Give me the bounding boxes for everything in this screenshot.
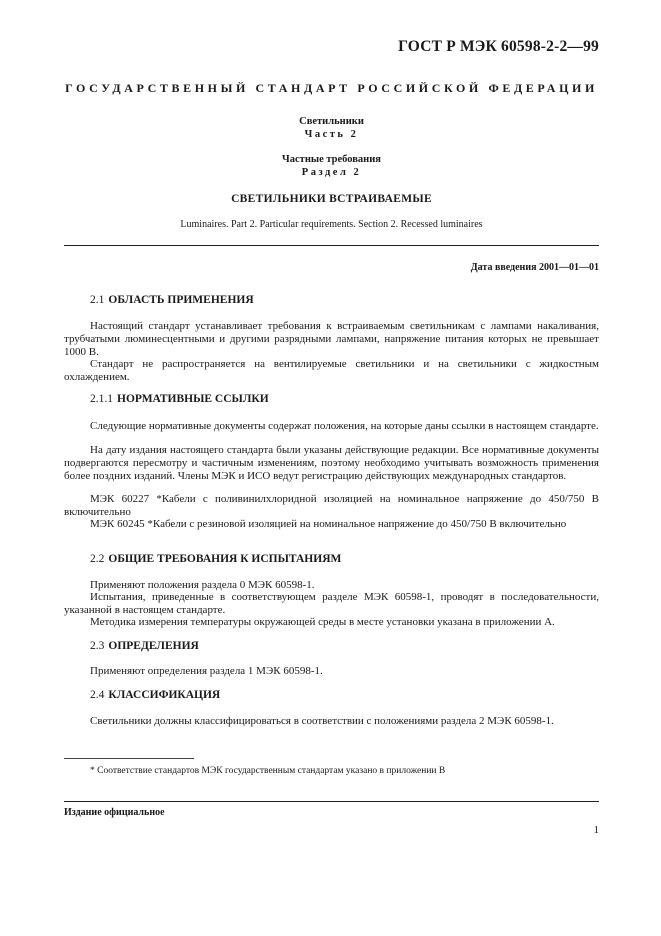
heading-text: ОБЩИЕ ТРЕБОВАНИЯ К ИСПЫТАНИЯМ bbox=[108, 553, 342, 565]
paragraph: Настоящий стандарт устанавливает требования к встраиваемым светильникам с лампами накаливания, трубчатыми люминесцентными и другими разрядными лампами, напряжение питания которых не превышает 1000 В. bbox=[64, 320, 599, 358]
paragraph: МЭК 60227 *Кабели с поливинилхлоридной изоляцией на номинальное напряжение до 450/750 В включительно bbox=[64, 493, 599, 518]
heading-number: 2.4 bbox=[90, 689, 105, 701]
main-title: СВЕТИЛЬНИКИ ВСТРАИВАЕМЫЕ bbox=[231, 193, 432, 205]
paragraph: МЭК 60245 *Кабели с резиновой изоляцией на номинальное напряжение до 450/750 В включительно bbox=[90, 518, 567, 530]
heading-2-1-1 bbox=[90, 393, 269, 405]
paragraph: Светильники должны классифицироваться в соответствии с положениями раздела 2 МЭК 60598-1. bbox=[90, 715, 554, 727]
paragraph: Испытания, приведенные в соответствующем разделе МЭК 60598-1, проводят в последовательности, указанной в настоящем стандарте. bbox=[64, 591, 599, 616]
document-code: ГОСТ Р МЭК 60598-2-2—99 bbox=[398, 38, 599, 55]
heading-text: ОБЛАСТЬ ПРИМЕНЕНИЯ bbox=[108, 294, 254, 306]
paragraph: Следующие нормативные документы содержат положения, на которые даны ссылки в настоящем стандарте. bbox=[90, 420, 599, 432]
paragraph: На дату издания настоящего стандарта были указаны действующие редакции. Все нормативные документы подвергаются пересмотру и частичным изменениям, поэтому необходимо учитывать возможность применения более поздних изданий. Члены МЭК и ИСО ведут регистрацию действующих международных стандартов. bbox=[64, 444, 599, 482]
heading-text: КЛАССИФИКАЦИЯ bbox=[108, 689, 221, 701]
title-part: Часть 2 bbox=[304, 129, 359, 140]
heading-2-1 bbox=[90, 294, 254, 306]
official-edition-label: Издание официальное bbox=[64, 807, 165, 818]
paragraph: Стандарт не распространяется на вентилируемые светильники и на светильники с жидкостным охлаждением. bbox=[64, 358, 599, 383]
heading-text: НОРМАТИВНЫЕ ССЫЛКИ bbox=[117, 393, 269, 405]
english-title: Luminaires. Part 2. Particular requirements. Section 2. Recessed luminaires bbox=[180, 219, 483, 230]
introduction-date: Дата введения 2001—01—01 bbox=[470, 262, 599, 273]
paragraph: Применяют определения раздела 1 МЭК 60598-1. bbox=[90, 665, 323, 677]
heading-2-2 bbox=[90, 553, 341, 565]
footer-rule bbox=[64, 801, 599, 802]
heading-number: 2.3 bbox=[90, 640, 105, 652]
heading-text: ОПРЕДЕЛЕНИЯ bbox=[108, 640, 199, 652]
page-number: 1 bbox=[593, 824, 599, 836]
paragraph: Методика измерения температуры окружающей среды в месте установки указана в приложении А. bbox=[90, 616, 555, 628]
heading-2-4 bbox=[90, 689, 220, 701]
state-standard-title: ГОСУДАРСТВЕННЫЙ СТАНДАРТ РОССИЙСКОЙ ФЕДЕРАЦИИ bbox=[65, 81, 598, 95]
title-luminaires: Светильники bbox=[299, 116, 364, 127]
footnote: * Соответствие стандартов МЭК государственным стандартам указано в приложении В bbox=[90, 766, 446, 776]
heading-number: 2.1 bbox=[90, 294, 105, 306]
paragraph: Применяют положения раздела 0 МЭК 60598-1. bbox=[90, 579, 315, 591]
header-rule bbox=[64, 245, 599, 246]
heading-2-3 bbox=[90, 640, 199, 652]
heading-number: 2.2 bbox=[90, 553, 105, 565]
title-particular-requirements: Частные требования bbox=[282, 154, 381, 165]
footnote-rule bbox=[64, 758, 194, 759]
heading-number: 2.1.1 bbox=[90, 393, 113, 405]
title-section: Раздел 2 bbox=[301, 167, 362, 178]
